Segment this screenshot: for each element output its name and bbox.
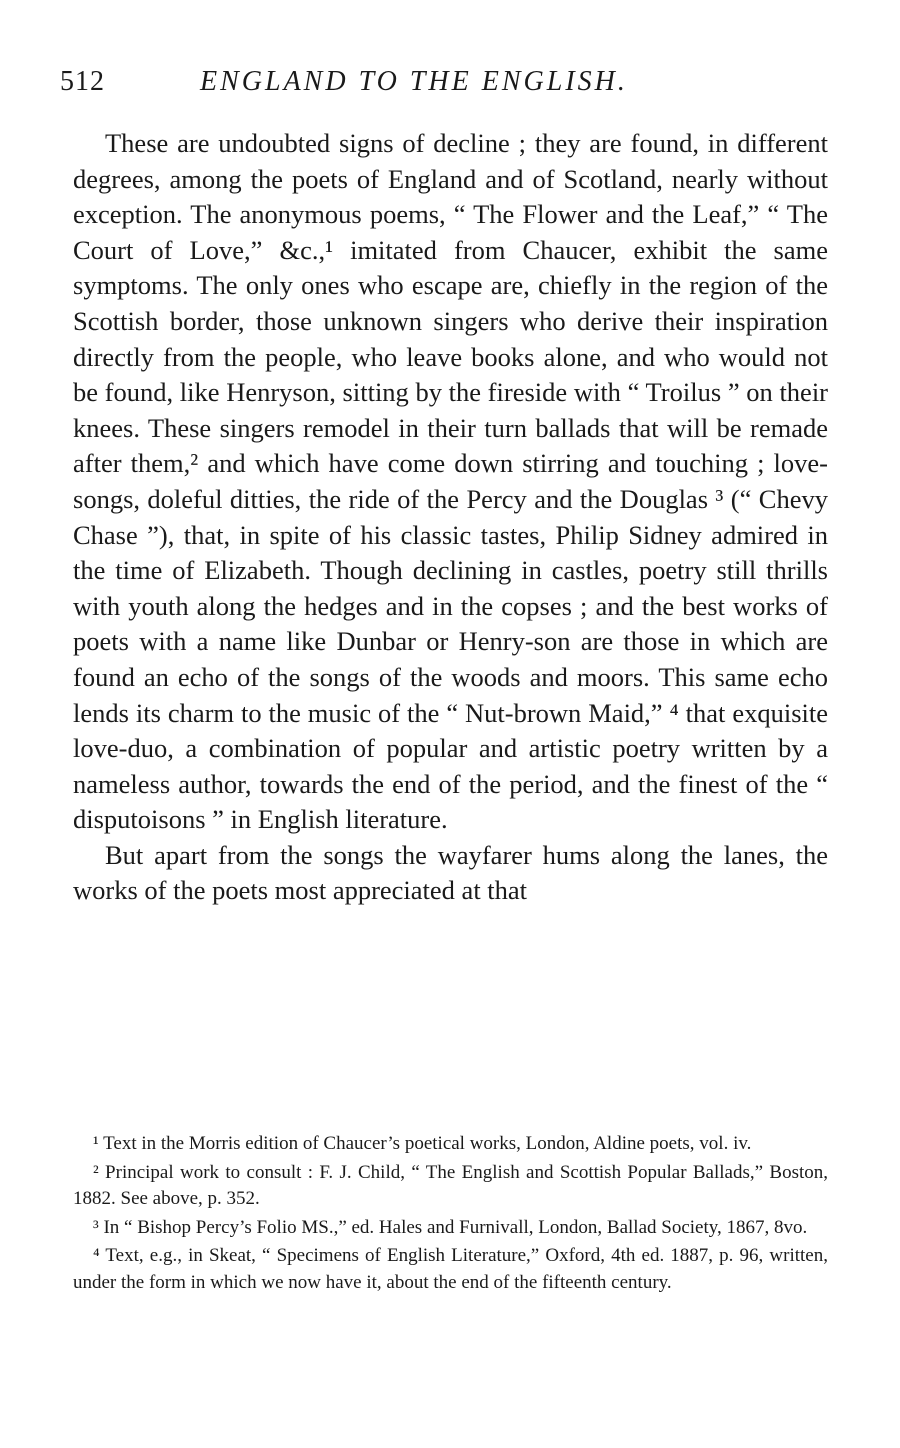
running-title: ENGLAND TO THE ENGLISH. [200,66,628,97]
book-page [60,62,828,909]
paragraph-wayfarer: But apart from the songs the wayfarer hums along the lanes, the works of the poets most appreciated at that [73,839,828,906]
footnote-1: ¹ Text in the Morris edition of Chaucer’s poetical works, London, Aldine poets, vol. iv. [93,1133,752,1154]
footnote-3: ³ In “ Bishop Percy’s Folio MS.,” ed. Hales and Furnivall, London, Ballad Society, 1867, 8vo. [93,1216,808,1238]
page-number: 512 [60,66,105,97]
footnote-4: ⁴ Text, e.g., in Skeat, “ Specimens of English Literature,” Oxford, 4th ed. 1887, p. 96, written, under the form in which we now have it, about the end of the fifteenth century. [73,1245,828,1293]
running-head [60,62,828,102]
footnote-2: ² Principal work to consult : F. J. Child, “ The English and Scottish Popular Ballads,” Boston, 1882. See above, p. 352. [73,1161,828,1209]
paragraph-decline: These are undoubted signs of decline ; they are found, in different degrees, among the poets of England and of Scotland, nearly without exception. The anonymous poems, “ The Flower and the Leaf,” “ The Court of Love,” &c.,¹ imitated from Chaucer, exhibit the same symptoms. The only ones who escape are, chiefly in the region of the Scottish border, those unknown singers who derive their inspiration directly from the people, who leave books alone, and who would not be found, like Henryson, sitting by the fireside with “ Troilus ” on their knees. These singers remodel in their turn ballads that will be remade after them,² and which have come down stirring and touching ; love-songs, doleful ditties, the ride of the Percy and the Douglas ³ (“ Chevy Chase ”), that, in spite of his classic tastes, Philip Sidney admired in the time of Elizabeth. Though declining in castles, poetry still thrills with youth along the hedges and in the copses ; and the best works of poets with a name like Dunbar or Henry-son are those in which are found an echo of the songs of the woods and moors. This same echo lends its charm to the music of the “ Nut-brown Maid,” ⁴ that exquisite love-duo, a combination of popular and artistic poetry written by a nameless author, towards the end of the period, and the finest of the “ disputoisons ” in English literature. [73,128,828,835]
body-text [73,126,828,909]
footnotes [73,1131,828,1298]
